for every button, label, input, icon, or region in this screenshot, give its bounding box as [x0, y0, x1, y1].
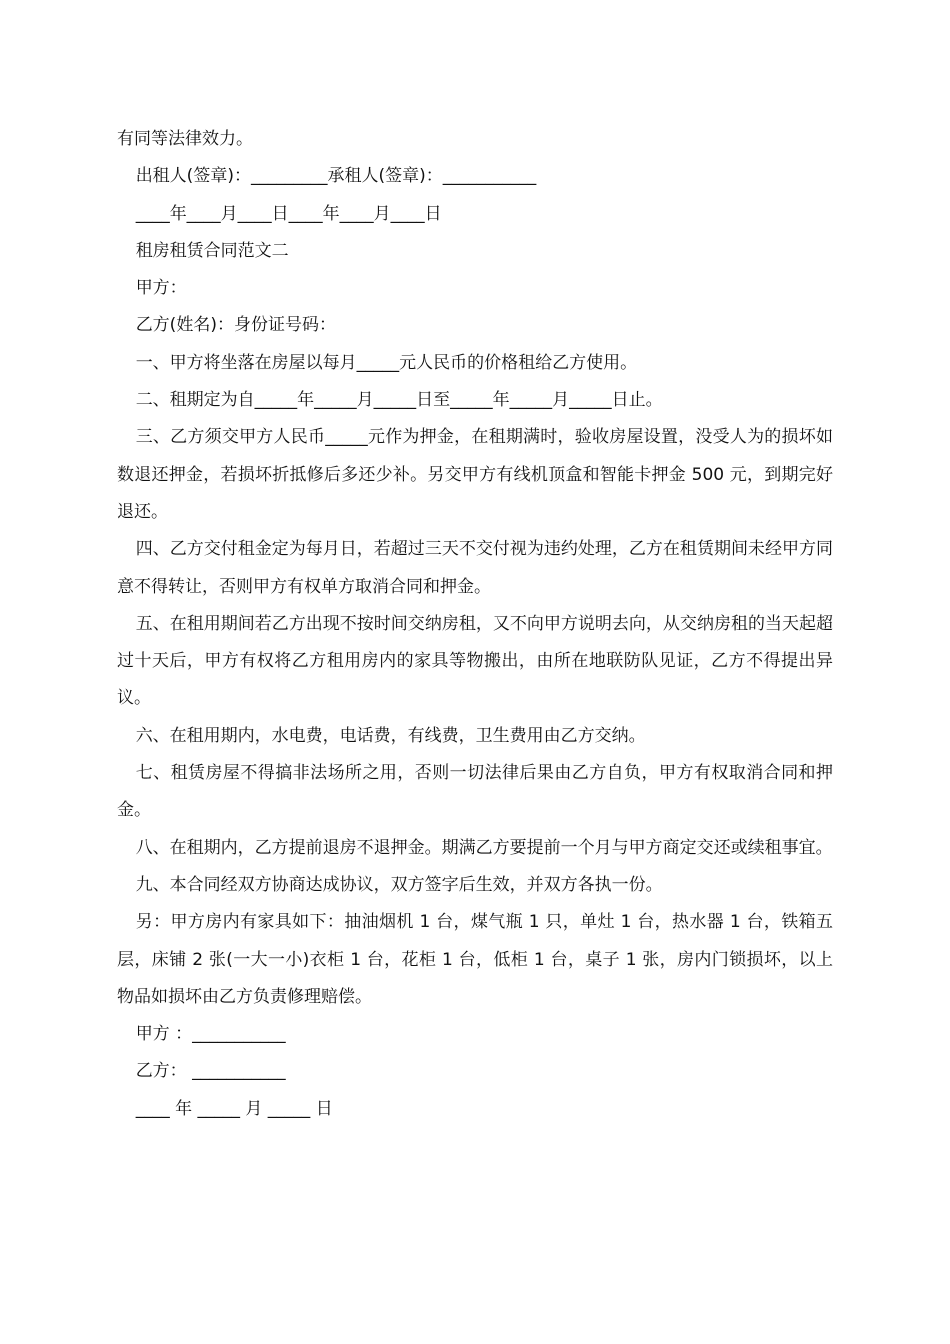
contract-text — [117, 121, 833, 1128]
party-b-signature: 乙方： ___________ — [135, 1061, 286, 1082]
party-a-signature: 甲方 ：___________ — [135, 1024, 286, 1045]
paragraph-legal-effect: 有同等法律效力。 — [117, 129, 253, 149]
paragraph-party-a: 甲方： — [135, 278, 187, 299]
clause-6: 六、在租用期内，水电费，电话费，有线费，卫生费用由乙方交纳。 — [135, 725, 646, 746]
final-date-line: ____ 年 _____ 月 _____ 日 — [135, 1098, 333, 1119]
clause-5: 五、在租用期间若乙方出现不按时间交纳房租，又不向甲方说明去向，从交纳房租的当天起超过十天后，甲方有权将乙方租用房内的家具等物搬出，由所在地联防队见证，乙方不得提出异议。 — [117, 613, 833, 709]
clause-2: 二、租期定为自_____年_____月_____日至_____年_____月_____日止。 — [135, 390, 663, 411]
clause-9: 九、本合同经双方协商达成协议，双方签字后生效，并双方各执一份。 — [135, 874, 663, 895]
clause-3: 三、乙方须交甲方人民币_____元作为押金，在租期满时，验收房屋设置，没受人为的损坏如数退还押金，若损坏折抵修后多还少补。另交甲方有线机顶盒和智能卡押金 500 元，到期完好退还。 — [117, 427, 833, 522]
paragraph-signature-dates: ____年____月____日____年____月____日 — [135, 203, 442, 224]
furniture-list: 另：甲方房内有家具如下：抽油烟机 1 台，煤气瓶 1 只，单灶 1 台，热水器 1 台，铁箱五层，床铺 2 张(一大一小)衣柜 1 台，花柜 1 台，低柜 1 台，桌子 1 张，房内门锁损坏，以上物品如损坏由乙方负责修理赔偿。 — [117, 912, 833, 1007]
clause-4: 四、乙方交付租金定为每月日，若超过三天不交付视为违约处理，乙方在租赁期间未经甲方同意不得转让，否则甲方有权单方取消合同和押金。 — [117, 539, 833, 597]
section-title: 租房租赁合同范文二 — [135, 240, 289, 261]
paragraph-signatures: 出租人(签章)：_________承租人(签章)：___________ — [135, 166, 537, 187]
clause-8: 八、在租期内，乙方提前退房不退押金。期满乙方要提前一个月与甲方商定交还或续租事宜。 — [135, 837, 833, 858]
clause-7: 七、租赁房屋不得搞非法场所之用，否则一切法律后果由乙方自负，甲方有权取消合同和押金。 — [117, 763, 833, 821]
paragraph-party-b: 乙方(姓名)：身份证号码： — [135, 315, 336, 336]
clause-1: 一、甲方将坐落在房屋以每月_____元人民币的价格租给乙方使用。 — [135, 352, 638, 373]
